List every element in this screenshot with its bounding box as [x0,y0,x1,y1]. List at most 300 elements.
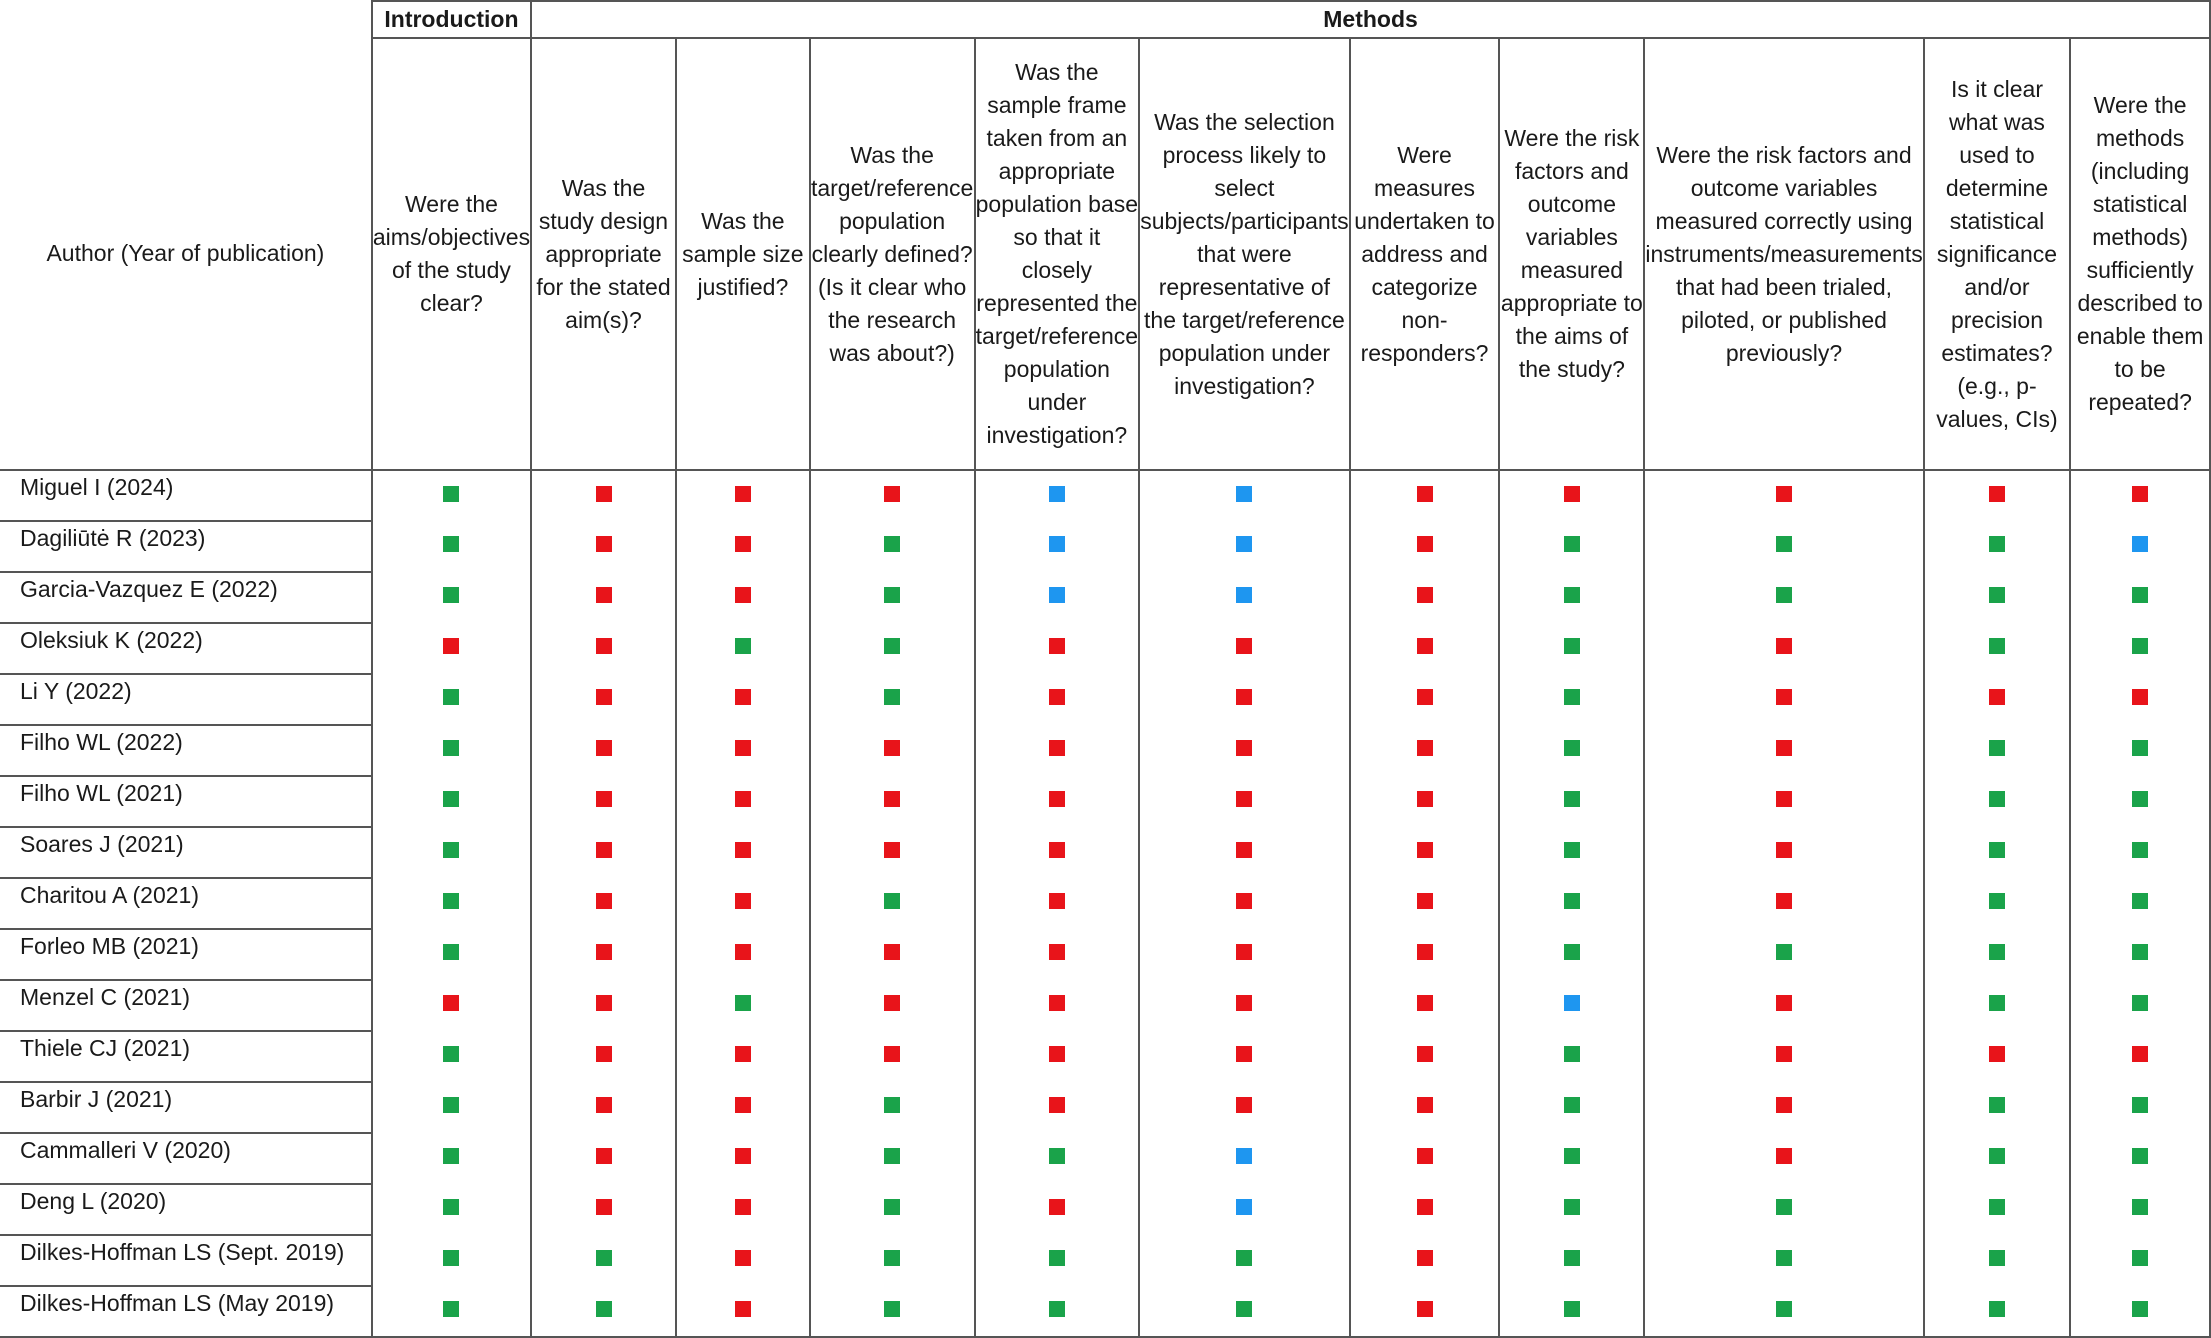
red-square-icon [2132,689,2148,705]
table-row [0,1235,2210,1286]
rating-cell [975,623,1140,674]
rating-cell [1499,623,1644,674]
red-square-icon [1236,995,1252,1011]
rating-cell [1644,827,1923,878]
green-square-icon [443,842,459,858]
table-row [0,929,2210,980]
rating-cell [1644,1235,1923,1286]
red-square-icon [1776,1148,1792,1164]
rating-cell [975,572,1140,623]
rating-cell [676,674,810,725]
rating-cell [1139,572,1349,623]
rating-cell [1644,470,1923,521]
green-square-icon [2132,791,2148,807]
rating-cell [810,1286,975,1337]
table-row [0,674,2210,725]
green-square-icon [1989,1097,2005,1113]
green-square-icon [1989,791,2005,807]
rating-cell [2070,878,2210,929]
blue-square-icon [1236,1199,1252,1215]
rating-cell [2070,1082,2210,1133]
red-square-icon [1417,587,1433,603]
rating-cell [372,827,531,878]
red-square-icon [596,638,612,654]
rating-cell [1499,1235,1644,1286]
rating-cell [676,1082,810,1133]
rating-cell [1644,725,1923,776]
red-square-icon [1049,638,1065,654]
rating-cell [372,878,531,929]
rating-cell [1644,1286,1923,1337]
rating-cell [1350,521,1500,572]
green-square-icon [884,1148,900,1164]
green-square-icon [735,638,751,654]
rating-cell [1924,623,2071,674]
rating-cell [372,623,531,674]
red-square-icon [735,893,751,909]
green-square-icon [1989,842,2005,858]
green-square-icon [1776,587,1792,603]
green-square-icon [443,587,459,603]
rating-cell [531,623,676,674]
rating-cell [975,1235,1140,1286]
author-cell: Filho WL (2021) [0,776,372,827]
red-square-icon [1049,689,1065,705]
red-square-icon [1049,1199,1065,1215]
green-square-icon [1564,1250,1580,1266]
rating-cell [676,470,810,521]
author-cell: Dilkes-Hoffman LS (May 2019) [0,1286,372,1337]
rating-cell [1499,878,1644,929]
green-square-icon [884,1199,900,1215]
rating-cell [531,776,676,827]
red-square-icon [735,689,751,705]
rating-cell [676,1235,810,1286]
green-square-icon [443,1250,459,1266]
question-header-5: Was the sample frame taken from an appropriate population base so that it closely represented the target/reference population under investigation? [975,38,1140,470]
red-square-icon [596,1148,612,1164]
red-square-icon [2132,1046,2148,1062]
rating-cell [975,1184,1140,1235]
rating-cell [372,572,531,623]
rating-cell [1139,1133,1349,1184]
red-square-icon [1776,842,1792,858]
red-square-icon [1989,689,2005,705]
green-square-icon [1989,638,2005,654]
green-square-icon [1049,1250,1065,1266]
green-square-icon [596,1301,612,1317]
red-square-icon [596,842,612,858]
rating-cell [975,1082,1140,1133]
rating-cell [1139,980,1349,1031]
question-header-10: Is it clear what was used to determine statistical significance and/or precision estimates? (e.g., p-values, CIs) [1924,38,2071,470]
red-square-icon [1776,1097,1792,1113]
rating-cell [1350,470,1500,521]
red-square-icon [884,740,900,756]
red-square-icon [596,1097,612,1113]
rating-cell [2070,521,2210,572]
rating-cell [1499,470,1644,521]
red-square-icon [1049,944,1065,960]
question-header-9: Were the risk factors and outcome variables measured correctly using instruments/measurements that had been trialed, piloted, or published previously? [1644,38,1923,470]
rating-cell [1350,1184,1500,1235]
rating-cell [810,1031,975,1082]
green-square-icon [1236,1301,1252,1317]
rating-cell [1499,1286,1644,1337]
rating-cell [1499,980,1644,1031]
table-row [0,623,2210,674]
rating-cell [1499,674,1644,725]
green-square-icon [1776,1199,1792,1215]
rating-cell [810,572,975,623]
rating-cell [1499,1133,1644,1184]
green-square-icon [1564,1301,1580,1317]
question-header-4: Was the target/reference population clearly defined? (Is it clear who the research was about?) [810,38,975,470]
rating-cell [531,572,676,623]
red-square-icon [443,995,459,1011]
red-square-icon [596,486,612,502]
red-square-icon [1776,689,1792,705]
green-square-icon [1776,944,1792,960]
rating-cell [676,827,810,878]
rating-cell [1924,470,2071,521]
red-square-icon [1236,689,1252,705]
rating-cell [1139,623,1349,674]
green-square-icon [1989,536,2005,552]
rating-cell [1924,878,2071,929]
rating-cell [810,1235,975,1286]
rating-cell [1924,776,2071,827]
green-square-icon [1564,638,1580,654]
table-row [0,827,2210,878]
blue-square-icon [1236,587,1252,603]
red-square-icon [1776,893,1792,909]
table-row [0,572,2210,623]
green-square-icon [443,1148,459,1164]
red-square-icon [596,791,612,807]
green-square-icon [443,944,459,960]
rating-cell [372,1235,531,1286]
green-square-icon [1564,587,1580,603]
rating-cell [676,1031,810,1082]
rating-cell [531,827,676,878]
rating-cell [1350,929,1500,980]
green-square-icon [1236,1250,1252,1266]
red-square-icon [596,587,612,603]
red-square-icon [1776,995,1792,1011]
red-square-icon [596,944,612,960]
red-square-icon [596,740,612,756]
rating-cell [1350,1133,1500,1184]
rating-cell [810,827,975,878]
table-row [0,878,2210,929]
rating-cell [1139,1031,1349,1082]
rating-cell [1924,521,2071,572]
red-square-icon [735,1046,751,1062]
green-square-icon [1989,944,2005,960]
rating-cell [810,980,975,1031]
rating-cell [676,929,810,980]
rating-cell [810,623,975,674]
green-square-icon [2132,842,2148,858]
red-square-icon [1776,486,1792,502]
red-square-icon [596,1046,612,1062]
green-square-icon [1989,1199,2005,1215]
rating-cell [975,521,1140,572]
red-square-icon [1417,944,1433,960]
blue-square-icon [1564,995,1580,1011]
red-square-icon [1236,740,1252,756]
rating-cell [1644,623,1923,674]
rating-cell [1499,827,1644,878]
rating-cell [1924,827,2071,878]
green-square-icon [884,689,900,705]
red-square-icon [1049,893,1065,909]
red-square-icon [1049,791,1065,807]
rating-cell [372,470,531,521]
red-square-icon [735,842,751,858]
rating-cell [676,980,810,1031]
author-cell: Charitou A (2021) [0,878,372,929]
blue-square-icon [1236,536,1252,552]
green-square-icon [1564,791,1580,807]
green-square-icon [884,587,900,603]
introduction-header: Introduction [372,1,531,38]
red-square-icon [2132,486,2148,502]
rating-cell [1924,1235,2071,1286]
rating-cell [1139,929,1349,980]
rating-cell [2070,1184,2210,1235]
author-cell: Cammalleri V (2020) [0,1133,372,1184]
red-square-icon [1417,740,1433,756]
rating-cell [372,1184,531,1235]
rating-cell [531,725,676,776]
rating-cell [1139,1184,1349,1235]
green-square-icon [1989,740,2005,756]
red-square-icon [1417,689,1433,705]
red-square-icon [1417,791,1433,807]
red-square-icon [1417,1097,1433,1113]
rating-cell [1644,776,1923,827]
table-row [0,521,2210,572]
green-square-icon [735,995,751,1011]
table-row [0,1286,2210,1337]
rating-cell [2070,980,2210,1031]
rating-cell [1139,1286,1349,1337]
rating-cell [1499,572,1644,623]
author-cell: Deng L (2020) [0,1184,372,1235]
rating-cell [1350,1031,1500,1082]
red-square-icon [1049,740,1065,756]
rating-cell [1139,725,1349,776]
green-square-icon [2132,1148,2148,1164]
rating-cell [810,776,975,827]
question-header-7: Were measures undertaken to address and categorize non-responders? [1350,38,1500,470]
red-square-icon [1236,1097,1252,1113]
rating-cell [1644,878,1923,929]
rating-cell [1139,1235,1349,1286]
rating-cell [2070,470,2210,521]
rating-cell [1644,980,1923,1031]
rating-cell [676,1133,810,1184]
rating-cell [1499,521,1644,572]
rating-cell [810,470,975,521]
blue-square-icon [2132,536,2148,552]
rating-cell [372,776,531,827]
author-cell: Barbir J (2021) [0,1082,372,1133]
rating-cell [975,470,1140,521]
rating-cell [1499,725,1644,776]
green-square-icon [443,791,459,807]
question-header-8: Were the risk factors and outcome variables measured appropriate to the aims of the study? [1499,38,1644,470]
rating-cell [531,980,676,1031]
red-square-icon [1236,893,1252,909]
green-square-icon [884,536,900,552]
author-column-header: Author (Year of publication) [0,38,372,470]
rating-cell [810,1184,975,1235]
rating-cell [372,725,531,776]
green-square-icon [884,1301,900,1317]
green-square-icon [1564,1097,1580,1113]
red-square-icon [596,536,612,552]
green-square-icon [443,1199,459,1215]
question-header-2: Was the study design appropriate for the stated aim(s)? [531,38,676,470]
red-square-icon [735,486,751,502]
author-cell: Filho WL (2022) [0,725,372,776]
blue-square-icon [1236,1148,1252,1164]
red-square-icon [884,791,900,807]
green-square-icon [2132,1199,2148,1215]
green-square-icon [596,1250,612,1266]
rating-cell [1499,1082,1644,1133]
red-square-icon [443,638,459,654]
red-square-icon [1049,1046,1065,1062]
rating-cell [1644,1082,1923,1133]
rating-cell [975,1031,1140,1082]
red-square-icon [884,486,900,502]
red-square-icon [1417,893,1433,909]
red-square-icon [735,536,751,552]
blue-square-icon [1049,536,1065,552]
rating-cell [1350,1082,1500,1133]
rating-cell [676,1286,810,1337]
rating-cell [1644,521,1923,572]
red-square-icon [1989,1046,2005,1062]
red-square-icon [1236,1046,1252,1062]
rating-cell [975,827,1140,878]
rating-cell [531,1133,676,1184]
red-square-icon [735,1199,751,1215]
rating-cell [1644,1031,1923,1082]
green-square-icon [1776,1301,1792,1317]
rating-cell [810,929,975,980]
rating-cell [975,1133,1140,1184]
red-square-icon [1049,842,1065,858]
green-square-icon [884,638,900,654]
green-square-icon [884,1097,900,1113]
rating-cell [531,1235,676,1286]
green-square-icon [2132,1250,2148,1266]
green-square-icon [1564,944,1580,960]
red-square-icon [1417,842,1433,858]
green-square-icon [2132,740,2148,756]
green-square-icon [443,536,459,552]
rating-cell [531,878,676,929]
blue-square-icon [1236,486,1252,502]
red-square-icon [1776,791,1792,807]
rating-cell [810,1082,975,1133]
green-square-icon [1049,1148,1065,1164]
rating-cell [372,674,531,725]
blank-corner [0,1,372,38]
rating-cell [1139,827,1349,878]
red-square-icon [1236,638,1252,654]
rating-cell [975,725,1140,776]
red-square-icon [596,689,612,705]
rating-cell [2070,1133,2210,1184]
red-square-icon [884,944,900,960]
rating-cell [1139,674,1349,725]
red-square-icon [1417,638,1433,654]
red-square-icon [1417,536,1433,552]
author-cell: Li Y (2022) [0,674,372,725]
rating-cell [1139,776,1349,827]
red-square-icon [1417,995,1433,1011]
green-square-icon [443,740,459,756]
rating-cell [1924,1133,2071,1184]
red-square-icon [735,1301,751,1317]
red-square-icon [735,1250,751,1266]
table-row [0,1082,2210,1133]
author-cell: Miguel I (2024) [0,470,372,521]
table-row [0,1133,2210,1184]
red-square-icon [735,944,751,960]
rating-cell [810,725,975,776]
rating-cell [2070,725,2210,776]
red-square-icon [735,740,751,756]
author-cell: Garcia-Vazquez E (2022) [0,572,372,623]
rating-cell [1499,929,1644,980]
rating-cell [810,521,975,572]
red-square-icon [596,995,612,1011]
green-square-icon [1989,1148,2005,1164]
green-square-icon [2132,995,2148,1011]
red-square-icon [1417,1250,1433,1266]
rating-cell [531,674,676,725]
author-cell: Dilkes-Hoffman LS (Sept. 2019) [0,1235,372,1286]
rating-cell [676,623,810,674]
rating-cell [975,776,1140,827]
blue-square-icon [1049,587,1065,603]
rating-cell [2070,1235,2210,1286]
green-square-icon [2132,944,2148,960]
question-header-6: Was the selection process likely to select subjects/participants that were representative of the target/reference population under investigation? [1139,38,1349,470]
red-square-icon [1236,791,1252,807]
rating-cell [2070,827,2210,878]
red-square-icon [1776,638,1792,654]
rating-cell [1350,1286,1500,1337]
red-square-icon [1049,995,1065,1011]
red-square-icon [884,1046,900,1062]
red-square-icon [1417,1199,1433,1215]
green-square-icon [2132,638,2148,654]
rating-cell [531,1184,676,1235]
rating-cell [372,521,531,572]
rating-cell [676,776,810,827]
rating-cell [1350,623,1500,674]
rating-cell [1924,1082,2071,1133]
rating-cell [2070,623,2210,674]
